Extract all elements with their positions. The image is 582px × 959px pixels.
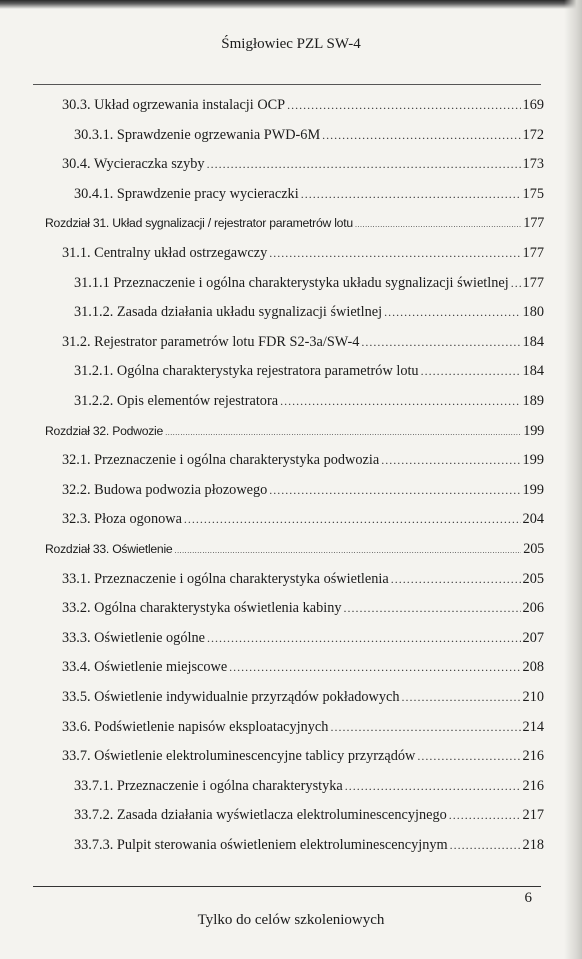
toc-entry-title: Rozdział 32. Podwozie [45, 423, 164, 438]
toc-entry [62, 511, 544, 528]
toc-entry [74, 807, 544, 824]
toc-entry-page: 217 [522, 807, 544, 824]
dot-leader [361, 335, 520, 350]
dot-leader [207, 157, 521, 172]
scan-right-edge [564, 0, 582, 959]
toc-entry-title: 33.6. Podświetlenie napisów eksploatacyjnych [62, 718, 329, 735]
toc-entry [62, 630, 544, 647]
toc-entry-page: 218 [522, 837, 544, 853]
toc-entry [74, 363, 544, 380]
scan-top-edge [0, 0, 582, 9]
running-header: Śmigłowiec PZL SW-4 [221, 36, 361, 52]
dot-leader [165, 428, 521, 437]
toc-entry [74, 304, 544, 321]
toc-entry-page: 169 [522, 97, 544, 113]
toc-entry-page: 184 [522, 333, 544, 350]
toc-entry [62, 482, 544, 499]
toc-entry [62, 156, 544, 173]
toc-entry-page: 175 [522, 185, 544, 202]
toc-entry-page: 206 [522, 600, 544, 617]
toc-entry-title: 31.1.1 Przeznaczenie i ogólna charakterystyka układu sygnalizacji świetlnej [74, 274, 509, 291]
dot-leader [401, 690, 520, 705]
dot-leader [301, 187, 521, 202]
toc-entry-title: Rozdział 31. Układ sygnalizacji / rejestrator parametrów lotu [45, 216, 353, 231]
toc-entry-title: 31.2.1. Ogólna charakterystyka rejestratora parametrów lotu [74, 363, 419, 380]
page-number: 6 [524, 890, 532, 906]
toc-entry-title: 32.3. Płoza ogonowa [62, 511, 182, 528]
toc-entry-page: 184 [522, 363, 544, 380]
toc-entry [62, 600, 544, 617]
toc-entry-title: 33.5. Oświetlenie indywidualnie przyrządów pokładowych [62, 689, 400, 705]
toc-entry [74, 186, 544, 203]
toc-entry [74, 778, 544, 795]
toc-entry-page: 216 [522, 748, 544, 765]
toc-entry-title: 33.1. Przeznaczenie i ogólna charakterystyka oświetlenia [62, 570, 389, 587]
dot-leader [207, 631, 521, 646]
toc-entry-title: 31.2. Rejestrator parametrów lotu FDR S2-3a/SW-4 [62, 333, 360, 350]
toc-chapter-entry [45, 423, 544, 440]
toc-entry-title: 30.4. Wycieraczka szyby [62, 156, 205, 173]
toc-chapter-entry [45, 541, 544, 558]
dot-leader [384, 305, 520, 320]
dot-leader [184, 512, 521, 527]
dot-leader [229, 660, 520, 675]
toc-entry [62, 748, 544, 765]
toc-entry-page: 180 [522, 304, 544, 321]
dot-leader [269, 246, 520, 261]
toc-entry-page: 214 [522, 718, 544, 735]
toc-entry-title: 32.2. Budowa podwozia płozowego [62, 481, 268, 498]
dot-leader [344, 601, 521, 616]
toc-entry [74, 837, 544, 854]
toc-entry [62, 689, 544, 706]
toc-entry [62, 245, 544, 262]
toc-entry-title: 33.3. Oświetlenie ogólne [62, 629, 205, 646]
footer-rule [33, 886, 541, 887]
toc-entry-title: 33.7. Oświetlenie elektroluminescencyjne tablicy przyrządów [62, 748, 416, 765]
toc-entry-page: 177 [523, 215, 544, 232]
toc-entry [62, 97, 544, 114]
toc-entry [74, 275, 544, 292]
toc-entry-title: 33.7.3. Pulpit sterowania oświetleniem elektroluminescencyjnym [74, 837, 448, 853]
toc-entry-title: 33.4. Oświetlenie miejscowe [62, 659, 228, 676]
toc-entry-page: 189 [522, 393, 544, 409]
toc-entry-page: 210 [522, 689, 544, 705]
dot-leader [287, 98, 520, 113]
toc-entry [62, 571, 544, 588]
toc-entry-page: 199 [522, 481, 544, 498]
dot-leader [449, 808, 521, 823]
dot-leader [355, 220, 521, 229]
toc-entry-page: 207 [522, 629, 544, 646]
toc-entry [62, 659, 544, 676]
toc-entry [74, 127, 544, 144]
toc-entry-page: 173 [522, 156, 544, 173]
toc-entry [62, 452, 544, 469]
dot-leader [174, 546, 521, 555]
toc-entry-page: 177 [522, 245, 544, 261]
dot-leader [381, 453, 520, 468]
toc-entry-title: 31.2.2. Opis elementów rejestratora [74, 393, 279, 409]
toc-entry [74, 393, 544, 410]
dot-leader [269, 483, 520, 498]
dot-leader [280, 394, 520, 409]
toc-entry-page: 208 [522, 659, 544, 676]
dot-leader [417, 749, 520, 764]
toc-entry-title: 33.2. Ogólna charakterystyka oświetlenia kabiny [62, 600, 342, 617]
toc-entry-page: 199 [522, 452, 544, 469]
toc-entry-title: Rozdział 33. Oświetlenie [45, 542, 173, 556]
toc-entry-page: 216 [522, 777, 544, 794]
toc-entry-page: 177 [522, 274, 544, 291]
toc-entry-title: 31.1. Centralny układ ostrzegawczy [62, 245, 268, 261]
toc-entry-page: 199 [523, 422, 544, 439]
dot-leader [450, 838, 521, 853]
toc-entry [62, 719, 544, 736]
toc-entry-title: 33.7.1. Przeznaczenie i ogólna charakterystyka [74, 777, 343, 794]
dot-leader [330, 720, 520, 735]
dot-leader [345, 779, 521, 794]
toc-chapter-entry [45, 215, 544, 232]
toc-entry-title: 30.4.1. Sprawdzenie pracy wycieraczki [74, 185, 299, 202]
dot-leader [391, 572, 521, 587]
toc-entry-title: 30.3.1. Sprawdzenie ogrzewania PWD-6M [74, 126, 321, 143]
dot-leader [322, 128, 520, 143]
toc-entry-page: 204 [522, 511, 544, 528]
toc-entry-title: 33.7.2. Zasada działania wyświetlacza elektroluminescencyjnego [74, 807, 447, 824]
running-footer: Tylko do celów szkoleniowych [197, 912, 385, 928]
header-rule [33, 84, 541, 85]
toc-entry-title: 32.1. Przeznaczenie i ogólna charakterystyka podwozia [62, 452, 380, 469]
dot-leader [511, 276, 521, 291]
dot-leader [421, 364, 521, 379]
toc-entry [62, 334, 544, 351]
toc-entry-title: 30.3. Układ ogrzewania instalacji OCP [62, 97, 286, 113]
toc-entry-page: 205 [522, 570, 544, 587]
toc-entry-page: 172 [522, 126, 544, 143]
toc-entry-page: 205 [523, 541, 544, 557]
toc-entry-title: 31.1.2. Zasada działania układu sygnalizacji świetlnej [74, 304, 383, 321]
